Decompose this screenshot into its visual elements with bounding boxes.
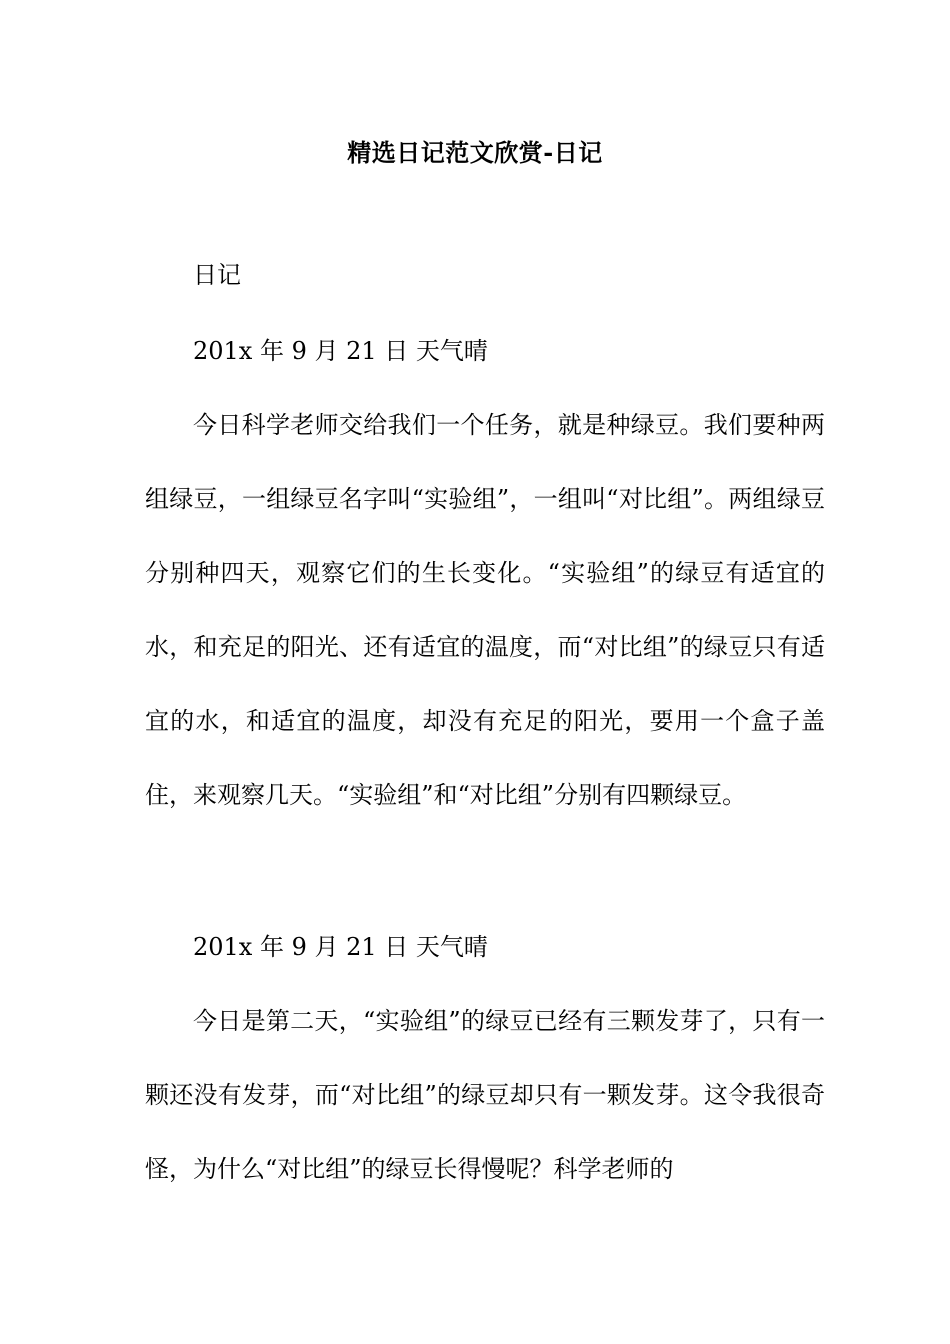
entry-1-date-line: 201x 年 9 月 21 日 天气晴	[193, 337, 488, 365]
entry-1-body: 今日科学老师交给我们一个任务，就是种绿豆。我们要种两组绿豆，一组绿豆名字叫“实验组”，一组叫“对比组”。两组绿豆分别种四天，观察它们的生长变化。“实验组”的绿豆有适宜的水，和充足的阳光、还有适宜的温度，而“对比组”的绿豆只有适宜的水，和适宜的温度，却没有充足的阳光，要用一个盒子盖住，来观察几天。“实验组”和“对比组”分别有四颗绿豆。	[145, 411, 825, 809]
entry-2-body: 今日是第二天，“实验组”的绿豆已经有三颗发芽了，只有一颗还没有发芽，而“对比组”的绿豆却只有一颗发芽。这令我很奇怪，为什么“对比组”的绿豆长得慢呢？科学老师的	[145, 1007, 825, 1183]
document-title: 精选日记范文欣赏-日记	[347, 138, 603, 167]
diary-heading: 日记	[193, 261, 241, 289]
entry-2-date-line: 201x 年 9 月 21 日 天气晴	[193, 933, 488, 961]
